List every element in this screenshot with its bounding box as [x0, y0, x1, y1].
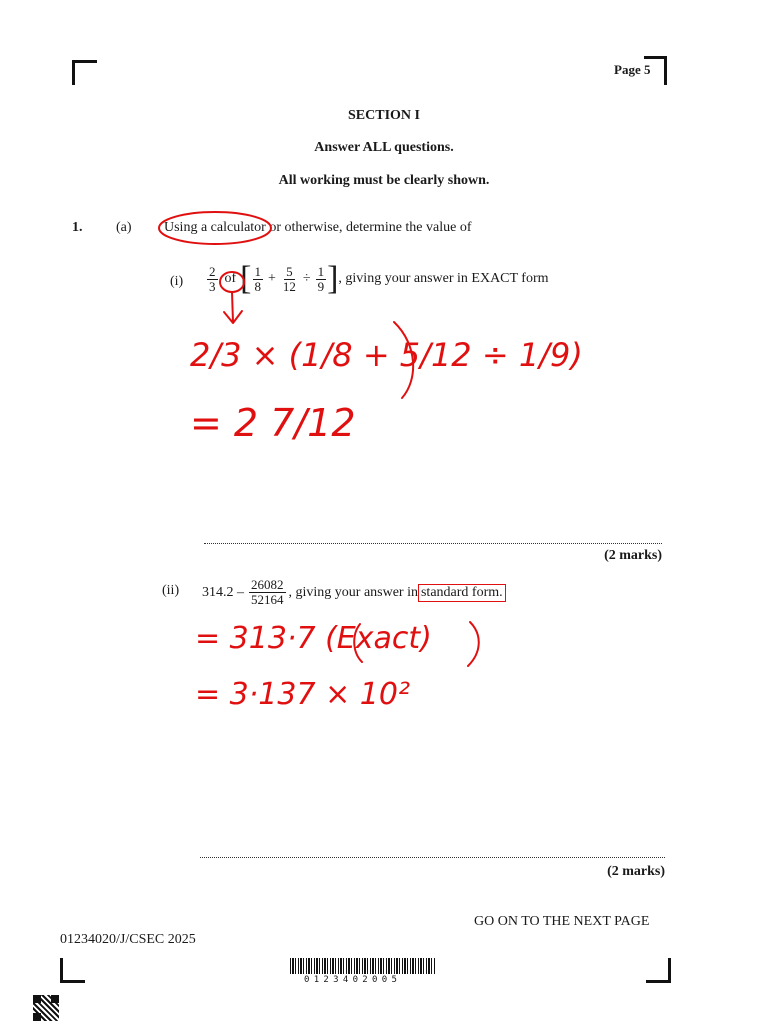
circle-annotation-calculator — [159, 212, 271, 244]
fraction-one-eighth: $\frac{1}{8}$ — [254, 263, 261, 294]
handwritten-line-2: = 2 7/12 — [190, 401, 356, 445]
fraction-five-twelfths: $\frac{5}{12}$ — [282, 263, 296, 294]
fraction-26082-over-52164: $\frac{26082}{52164}$ — [251, 577, 284, 607]
handwritten-line-4: = 3·137 × 10² — [195, 677, 410, 712]
marks-part-ii: (2 marks) — [607, 864, 665, 879]
part-a-circled-text: Using a calculator — [164, 220, 266, 235]
handwritten-line-1: 2/3 × (1/8 + 5/12 ÷ 1/9) — [190, 336, 583, 374]
handwritten-line-3: = 313·7 (Exact) — [195, 621, 432, 656]
next-page-notice: GO ON TO THE NEXT PAGE — [474, 914, 650, 929]
fraction-two-thirds: $\frac{2}{3}$ — [209, 263, 216, 294]
close-bracket: ] — [327, 260, 339, 297]
page-label: Page 5 — [614, 62, 651, 77]
of-word: of — [224, 271, 237, 286]
barcode-digits: 0123402005 — [304, 975, 402, 985]
circle-annotation-of — [220, 272, 244, 292]
section-instruction-working: All working must be clearly shown. — [278, 173, 490, 188]
part-ii-lead: 314.2 – — [202, 584, 244, 600]
section-instruction-answer-all: Answer ALL questions. — [314, 140, 454, 155]
part-ii-boxed-text: standard form. — [418, 584, 506, 602]
part-i-suffix: , giving your answer in EXACT form — [338, 271, 549, 286]
question-number: 1. — [72, 220, 83, 235]
part-ii-suffix: , giving your answer in — [288, 584, 418, 600]
divide-sign: ÷ — [302, 271, 311, 286]
marks-part-i: (2 marks) — [604, 548, 662, 563]
part-ii-label: (ii) — [162, 583, 180, 598]
barcode — [290, 958, 436, 974]
open-bracket: [ — [240, 260, 252, 297]
part-a-rest-text: or otherwise, determine the value of — [265, 220, 472, 235]
paper-code: 01234020/J/CSEC 2025 — [60, 932, 196, 947]
qr-code — [33, 995, 59, 1021]
section-title: SECTION I — [348, 108, 420, 123]
part-i-label: (i) — [170, 274, 184, 289]
fraction-one-ninth: $\frac{1}{9}$ — [317, 263, 325, 294]
part-a-label: (a) — [116, 220, 132, 235]
plus-sign: + — [268, 271, 276, 286]
arrow-annotation — [224, 292, 242, 323]
